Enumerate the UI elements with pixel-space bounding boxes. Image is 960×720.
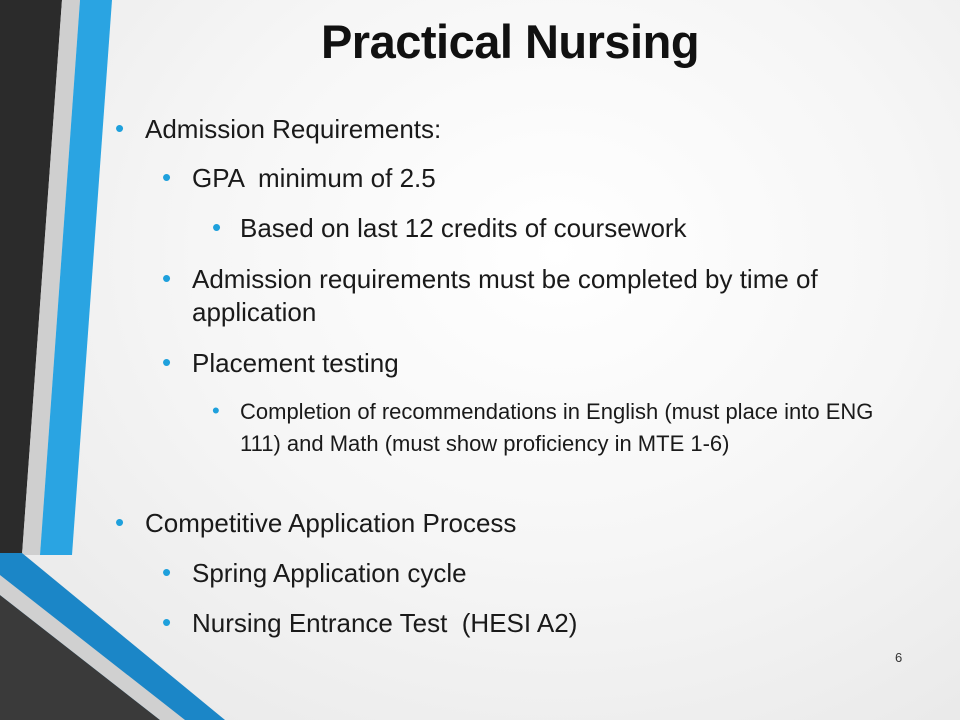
bullet-dot-icon: • (162, 263, 172, 293)
bullet-dot-icon: • (115, 507, 125, 537)
slide-title: Practical Nursing (320, 15, 700, 68)
bullet-item: • Admission requirements must be completed by time of application (162, 263, 818, 327)
bullet-item: • Spring Application cycle (162, 557, 467, 588)
bullet-item: • Based on last 12 credits of coursework (212, 212, 687, 243)
bullet-item: • Nursing Entrance Test (HESI A2) (162, 607, 578, 638)
bullet-dot-icon: • (162, 557, 172, 587)
bullet-dot-icon: • (162, 347, 172, 377)
bullet-item: • Placement testing (162, 347, 399, 378)
bullet-dot-icon: • (162, 607, 172, 637)
bullet-item: • Completion of recommendations in English (must place into ENG 111) and Math (must show proficiency in MTE 1-6) (212, 398, 874, 456)
bullet-dot-icon: • (212, 212, 222, 242)
bullet-dot-icon: • (162, 162, 172, 192)
bullet-item: • Admission Requirements: (115, 113, 442, 144)
bullet-item: • GPA minimum of 2.5 (162, 162, 436, 193)
bullet-item: • Competitive Application Process (115, 507, 517, 538)
page-number: 6 (895, 650, 903, 665)
bullet-dot-icon: • (212, 398, 220, 423)
bullet-dot-icon: • (115, 113, 125, 143)
